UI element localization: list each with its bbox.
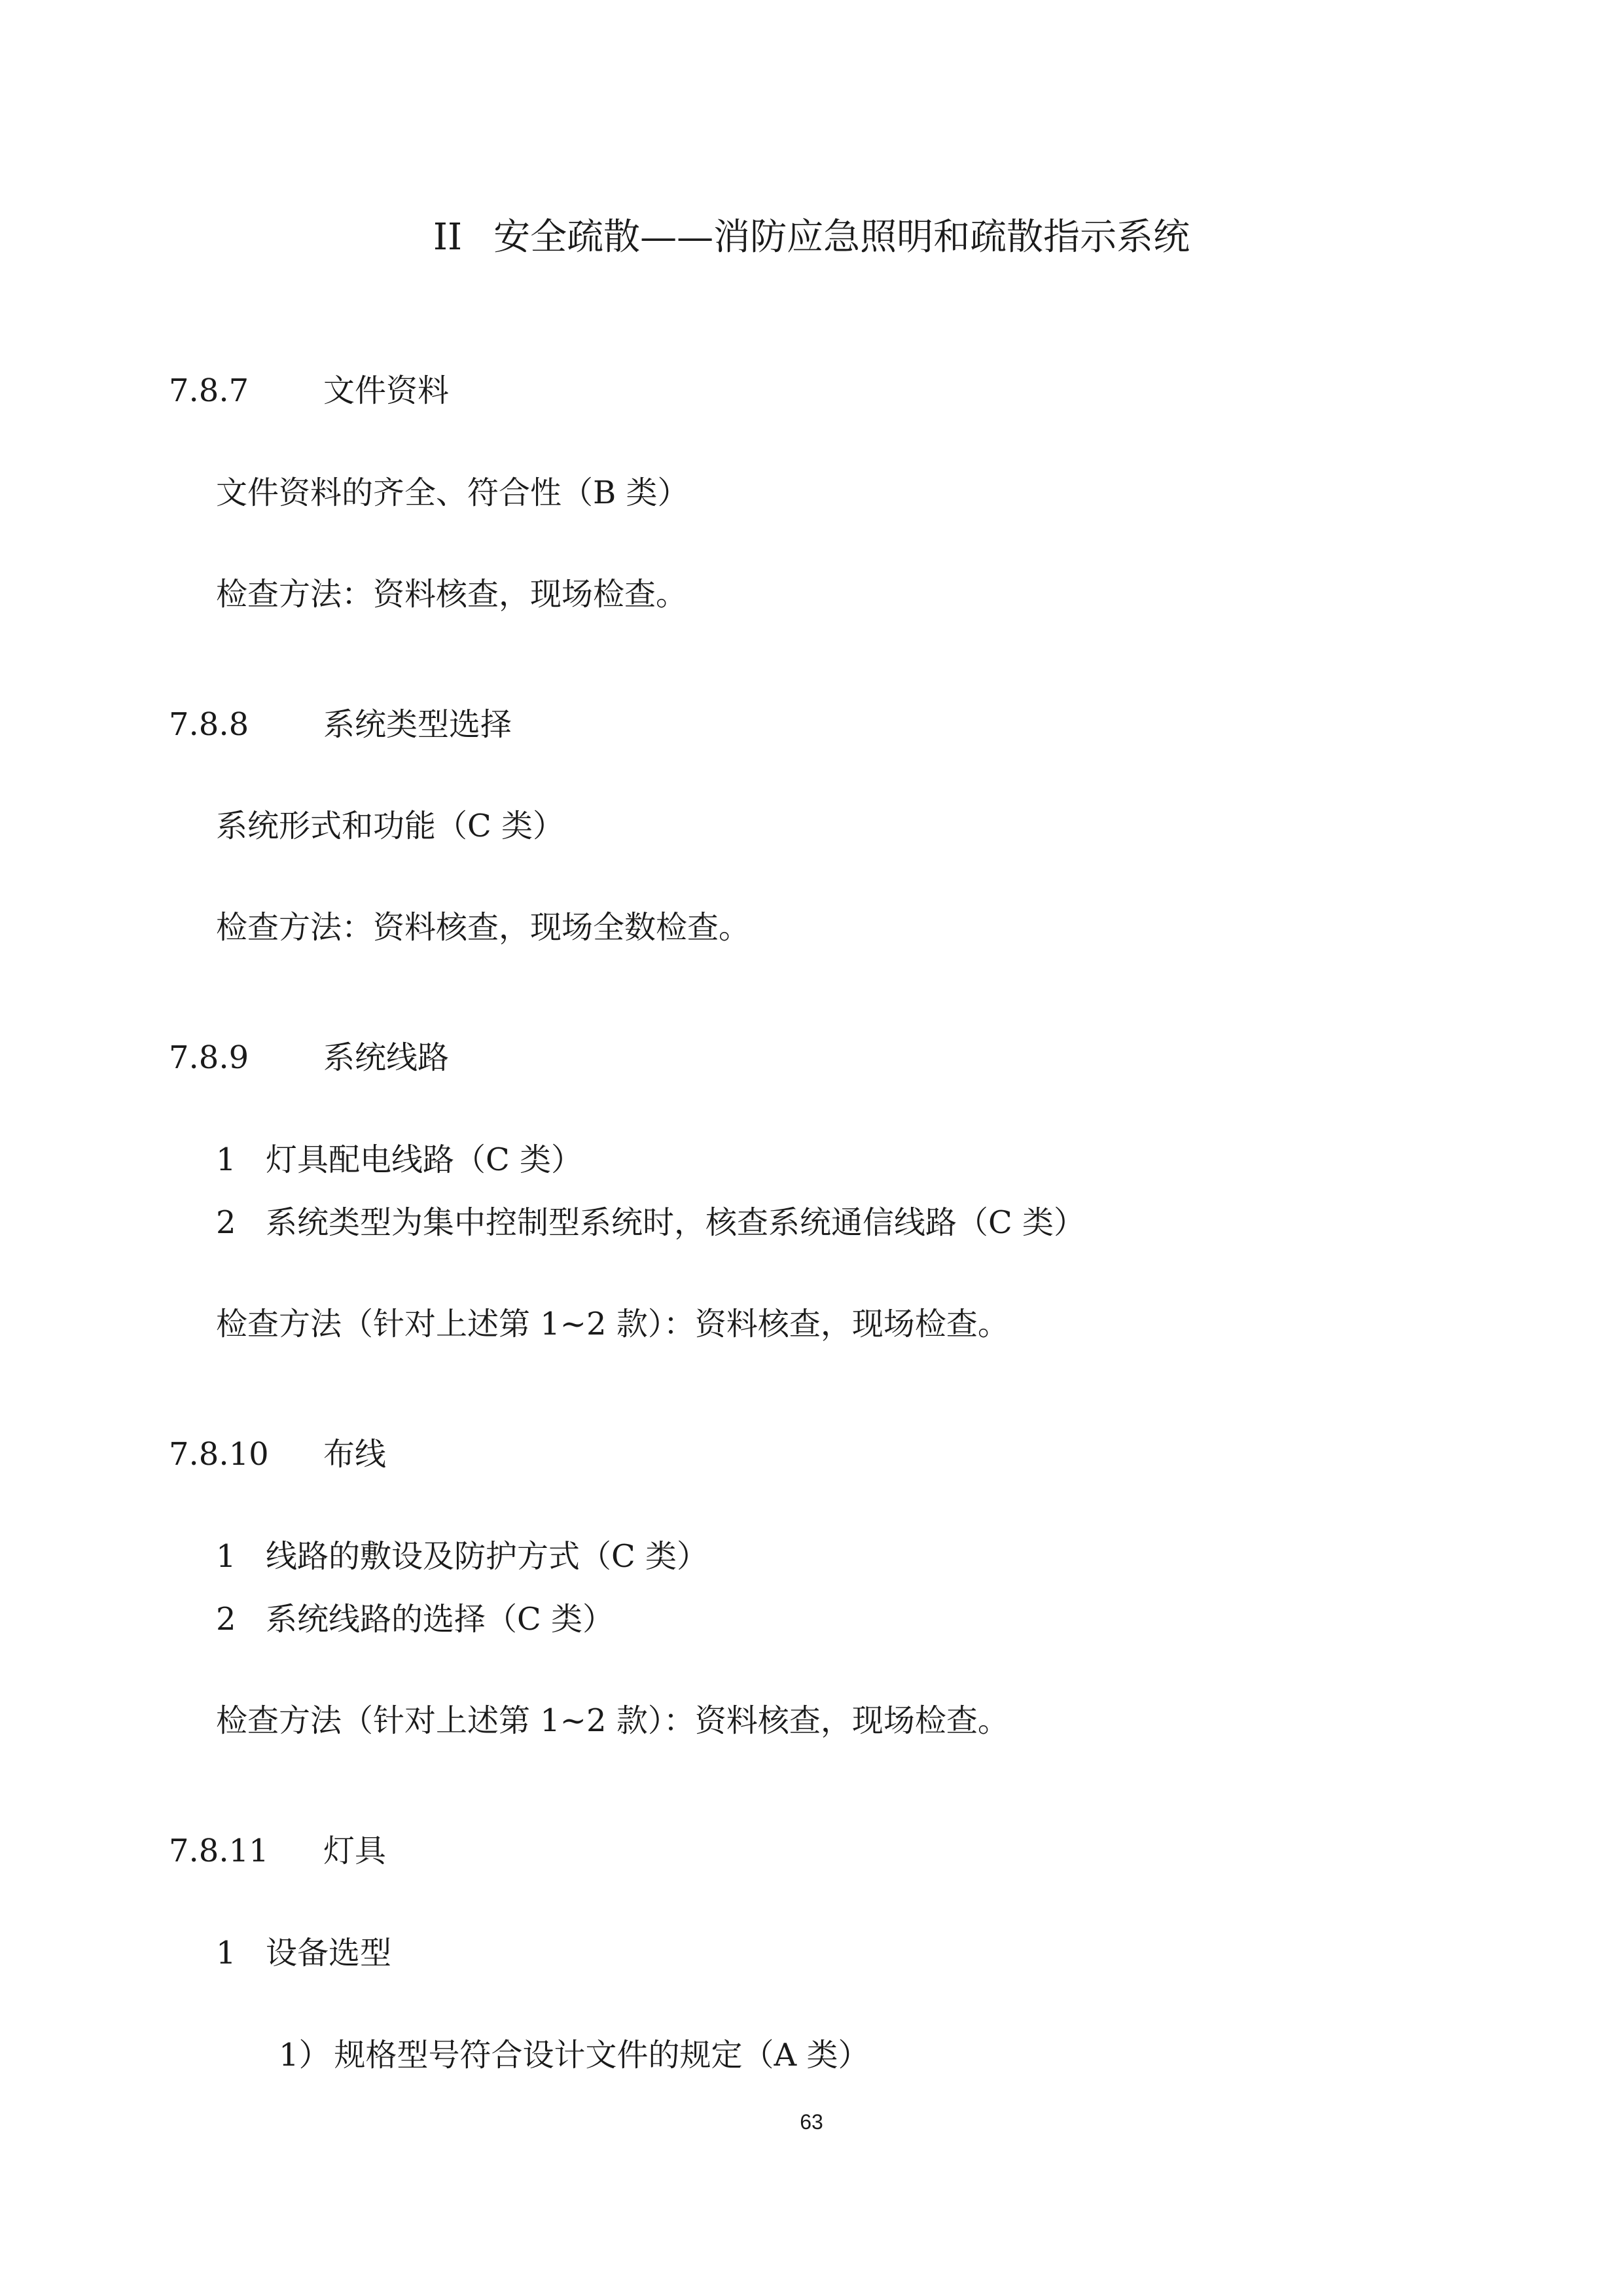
clause-number: 7.8.7 [169,372,249,409]
check-method: 检查方法（针对上述第 1~2 款）：资料核查，现场检查。 [216,1306,1009,1342]
list-item [216,1596,614,1642]
heading-7-8-11 [169,1828,386,1874]
sub-item [279,2032,869,2078]
clause-item: 文件资料的齐全、符合性（B 类） [216,475,689,511]
list-item [216,1534,708,1579]
list-item-index: 1 [216,1141,236,1178]
list-item-index: 2 [216,1204,236,1241]
check-method: 检查方法：资料核查，现场检查。 [216,576,688,613]
list-item-text: 系统类型为集中控制型系统时，核查系统通信线路（C 类） [266,1204,1085,1241]
heading-7-8-9 [169,1035,449,1081]
clause-heading: 灯具 [323,1833,387,1869]
section-title-text: 安全疏散——消防应急照明和疏散指示系统 [493,216,1190,259]
heading-7-8-10 [169,1431,386,1477]
list-item-index: 1 [216,1935,236,1971]
heading-7-8-8 [169,702,512,747]
sub-item-text: 规格型号符合设计文件的规定（A 类） [334,2037,870,2073]
list-item [216,1930,391,1976]
clause-heading: 系统线路 [323,1039,450,1076]
check-method: 检查方法（针对上述第 1~2 款）：资料核查，现场检查。 [216,1702,1009,1739]
clause-heading: 系统类型选择 [323,706,512,743]
check-method: 检查方法：资料核查，现场全数检查。 [216,909,751,946]
clause-number: 7.8.11 [169,1833,269,1869]
clause-number: 7.8.10 [169,1436,269,1473]
clause-number: 7.8.8 [169,706,249,743]
clause-heading: 文件资料 [323,372,450,409]
clause-number: 7.8.9 [169,1039,249,1076]
list-item [216,1200,1085,1246]
section-title-roman: II [433,216,463,259]
clause-heading: 布线 [323,1436,387,1473]
list-item-index: 1 [216,1538,236,1575]
list-item-text: 设备选型 [266,1935,392,1971]
sub-item-index: 1） [279,2037,330,2073]
list-item-text: 线路的敷设及防护方式（C 类） [266,1538,708,1575]
clause-item: 系统形式和功能（C 类） [216,808,564,844]
page-number: 63 [800,2110,823,2134]
list-item-text: 系统线路的选择（C 类） [266,1601,614,1638]
heading-7-8-7 [169,368,449,414]
list-item [216,1137,582,1183]
section-title [0,208,1623,267]
list-item-text: 灯具配电线路（C 类） [266,1141,582,1178]
list-item-index: 2 [216,1601,236,1638]
